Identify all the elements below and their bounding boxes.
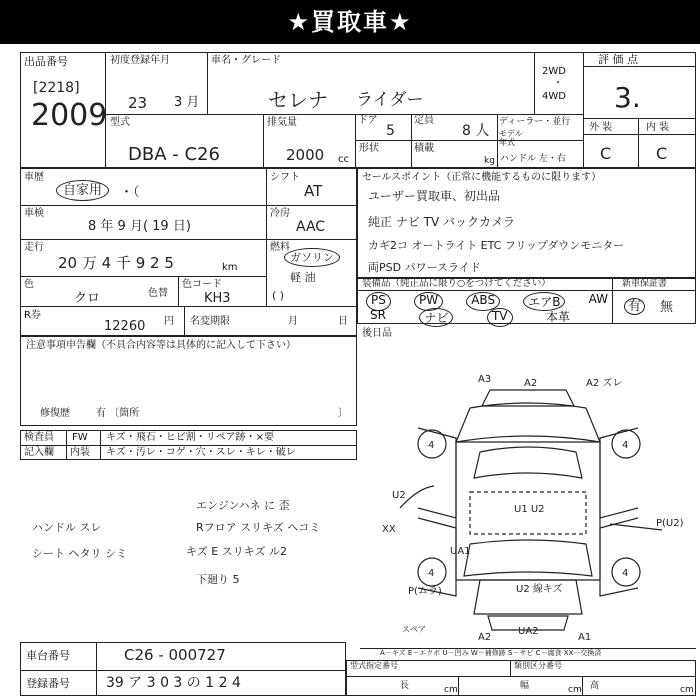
- type-designation-label: 型式指定番号: [350, 661, 398, 670]
- repair-history-value: 有 〔箇所: [96, 408, 140, 419]
- exterior-label: 外 装: [589, 122, 613, 133]
- warranty-label: 新車保証書: [622, 279, 668, 289]
- diagram-mark: A2: [478, 632, 492, 643]
- car-name: セレナ: [268, 88, 328, 112]
- diagram-mark: スペア: [402, 625, 426, 634]
- shape-label: 形状: [359, 143, 379, 154]
- inspector-interior: 内装: [70, 447, 90, 458]
- handle-label: ハンドル 左・右: [500, 154, 566, 164]
- repair-history-label: 修復歴: [40, 408, 70, 419]
- sales-point-line: カギ2コ オートライト ETC フリップダウンモニター: [368, 239, 625, 252]
- lot-number-label: 出品番号: [24, 55, 68, 68]
- recycle-value: 12260: [104, 319, 146, 334]
- load-unit: kg: [484, 156, 495, 166]
- tone-label: 色替: [148, 288, 168, 299]
- model-label: 型式: [110, 117, 130, 128]
- diagram-mark: 4: [622, 440, 629, 451]
- history-rest: ・（: [120, 185, 140, 200]
- displacement-label: 排気量: [267, 117, 297, 128]
- width-label: 幅: [520, 681, 530, 691]
- mileage-value: 20 万 4 千 9 2 5: [58, 254, 174, 272]
- diagram-mark: UA2: [518, 626, 539, 637]
- history-value: 自家用: [56, 180, 109, 201]
- lot-number-box: [20, 52, 106, 168]
- sales-point-line: 両PSD パワースライド: [368, 261, 481, 274]
- plate-label: 登録番号: [26, 677, 70, 690]
- equipment-navi: ナビ: [419, 308, 453, 327]
- inspector-fw: FW: [72, 432, 88, 443]
- after-equipment-label: 後日品: [362, 328, 392, 339]
- height-label: 高: [590, 681, 600, 691]
- drive-4wd: 4WD: [542, 91, 566, 102]
- length-label: 長: [400, 681, 410, 691]
- displacement-unit: cc: [338, 154, 349, 165]
- load-label: 積載: [414, 143, 434, 154]
- doors-value: 5: [386, 123, 395, 139]
- diagram-mark: A2: [524, 378, 538, 389]
- exterior-score: C: [600, 144, 612, 163]
- sales-point-line: ユーザー買取車、初出品: [368, 189, 501, 203]
- equipment-ps: PS: [366, 292, 391, 311]
- first-registration-label: 初度登録年月: [110, 55, 170, 66]
- history-label: 車歴: [24, 172, 44, 183]
- doors-label: ドア: [358, 115, 378, 126]
- diagram-mark: A2 ズレ: [586, 378, 623, 389]
- diagram-mark: A3: [478, 374, 492, 385]
- fuel-paren: ( ): [272, 289, 285, 302]
- aircon-label: 冷房: [270, 208, 290, 219]
- shift-label: シフト: [270, 172, 300, 183]
- dealer-label: ディーラー・並行: [499, 117, 571, 127]
- width-unit: cm: [568, 685, 582, 695]
- score-label: 評 価 点: [598, 53, 638, 66]
- left-remark-line: ハンドル スレ: [32, 521, 102, 534]
- name-change-day: 日: [338, 316, 348, 327]
- shift-value: AT: [304, 182, 323, 200]
- mileage-label: 走行: [24, 242, 44, 253]
- equipment-leather: 本革: [545, 310, 570, 324]
- equipment-sr: SR: [370, 308, 386, 322]
- drive-dot: ・: [553, 78, 563, 89]
- diagram-mark: U1 U2: [514, 504, 545, 515]
- model-value: DBA - C26: [128, 144, 220, 165]
- diagram-mark: 4: [428, 568, 435, 579]
- notes-label: 注意事項申告欄（不具合内容等は具体的に記入して下さい）: [26, 340, 296, 351]
- remark-line: エンジンハネ に 歪: [196, 499, 290, 512]
- diagram-mark: UA1: [450, 546, 471, 557]
- equipment-airbag: エアB: [523, 292, 565, 311]
- name-change-label: 名変期限: [190, 316, 230, 327]
- length-unit: cm: [444, 685, 458, 695]
- warranty-no: 無: [660, 300, 674, 315]
- color-code-label: 色コード: [182, 279, 222, 290]
- name-change-month: 月: [288, 316, 298, 327]
- registration-year: 23: [128, 94, 148, 112]
- chassis-label: 車台番号: [26, 649, 70, 662]
- equipment-tv: TV: [487, 308, 513, 327]
- car-damage-diagram: [360, 368, 696, 658]
- capacity-label: 定員: [414, 115, 434, 126]
- equipment-abs: ABS: [466, 292, 500, 311]
- diagram-mark: 4: [428, 440, 435, 451]
- model-year-label: モデル 年式: [499, 129, 523, 147]
- equipment-pw: PW: [414, 292, 443, 311]
- diagram-mark: 4: [622, 568, 629, 579]
- height-unit: cm: [680, 685, 694, 695]
- equipment-aw: AW: [588, 292, 608, 306]
- warranty-yes: 有: [624, 298, 645, 315]
- repair-history-end: 〕: [338, 408, 348, 419]
- inspector-label-1: 検査員: [24, 432, 54, 443]
- inspector-interior-text: キズ・汚レ・コゲ・穴・スレ・キレ・破レ: [106, 447, 296, 458]
- remark-line: Rフロア スリキズ ヘコミ: [196, 521, 321, 534]
- color-code: KH3: [204, 291, 231, 306]
- registration-month: 3 月: [174, 95, 200, 110]
- fuel-label: 燃料: [270, 242, 290, 253]
- diagram-mark: P(ムラ): [408, 586, 442, 597]
- diagram-mark: A1: [578, 632, 592, 643]
- damage-legend: A－キズ E－エクボ U－凹み W－補修跡 S－サビ C－腐食 XX－交換済: [380, 649, 602, 657]
- lot-number: 2009: [31, 98, 108, 133]
- car-grade: ライダー: [356, 90, 424, 110]
- car-name-label: 車名・グレード: [211, 55, 281, 66]
- drive-2wd: 2WD: [542, 66, 566, 77]
- displacement-value: 2000: [286, 146, 325, 164]
- recycle-unit: 円: [164, 316, 174, 327]
- equipment-label: 装備品（純正品に限り○をつけてください）: [362, 278, 551, 289]
- diagram-mark: U2 線キズ: [516, 584, 563, 595]
- capacity-value: 8 人: [462, 123, 490, 139]
- score-value: 3.: [614, 81, 641, 114]
- interior-score: C: [656, 144, 668, 163]
- recycle-label: R券: [24, 310, 41, 321]
- inspector-fw-text: キズ・飛石・ヒビ割・リペア跡・×要: [106, 432, 274, 443]
- left-remark-line: シート ヘタリ シミ: [32, 547, 127, 560]
- diagram-mark: P(U2): [656, 518, 684, 529]
- page-title: ★買取車★: [0, 0, 700, 44]
- aircon-value: AAC: [296, 219, 326, 235]
- inspection-value: 8 年 9 月( 19 日): [88, 219, 191, 234]
- remark-line: キズ E スリキズ ル2: [186, 545, 287, 558]
- sales-point-line: 純正 ナビ TV バックカメラ: [368, 215, 515, 229]
- fuel-gasoline: ガソリン: [284, 248, 340, 267]
- remark-line: 下廻り 5: [196, 573, 240, 586]
- fuel-diesel: 軽 油: [290, 271, 316, 284]
- interior-label: 内 装: [646, 122, 670, 133]
- plate-value: 39 ア 3 0 3 の 1 2 4: [106, 675, 241, 691]
- color-label: 色: [24, 279, 34, 290]
- category-label: 類別区分番号: [514, 661, 562, 670]
- sales-points-label: セールスポイント（正常に機能するものに限ります）: [362, 172, 602, 183]
- color-value: クロ: [74, 291, 101, 306]
- chassis-value: C26 - 000727: [124, 646, 226, 664]
- inspector-label-2: 記入欄: [24, 447, 54, 458]
- lot-code: [2218]: [33, 80, 80, 96]
- equipment-row-2: [370, 308, 570, 327]
- inspection-label: 車検: [24, 208, 44, 219]
- mileage-unit: km: [222, 262, 238, 273]
- diagram-mark: U2: [392, 490, 406, 501]
- diagram-mark: XX: [382, 524, 396, 535]
- vehicle-info-frame: [20, 52, 696, 168]
